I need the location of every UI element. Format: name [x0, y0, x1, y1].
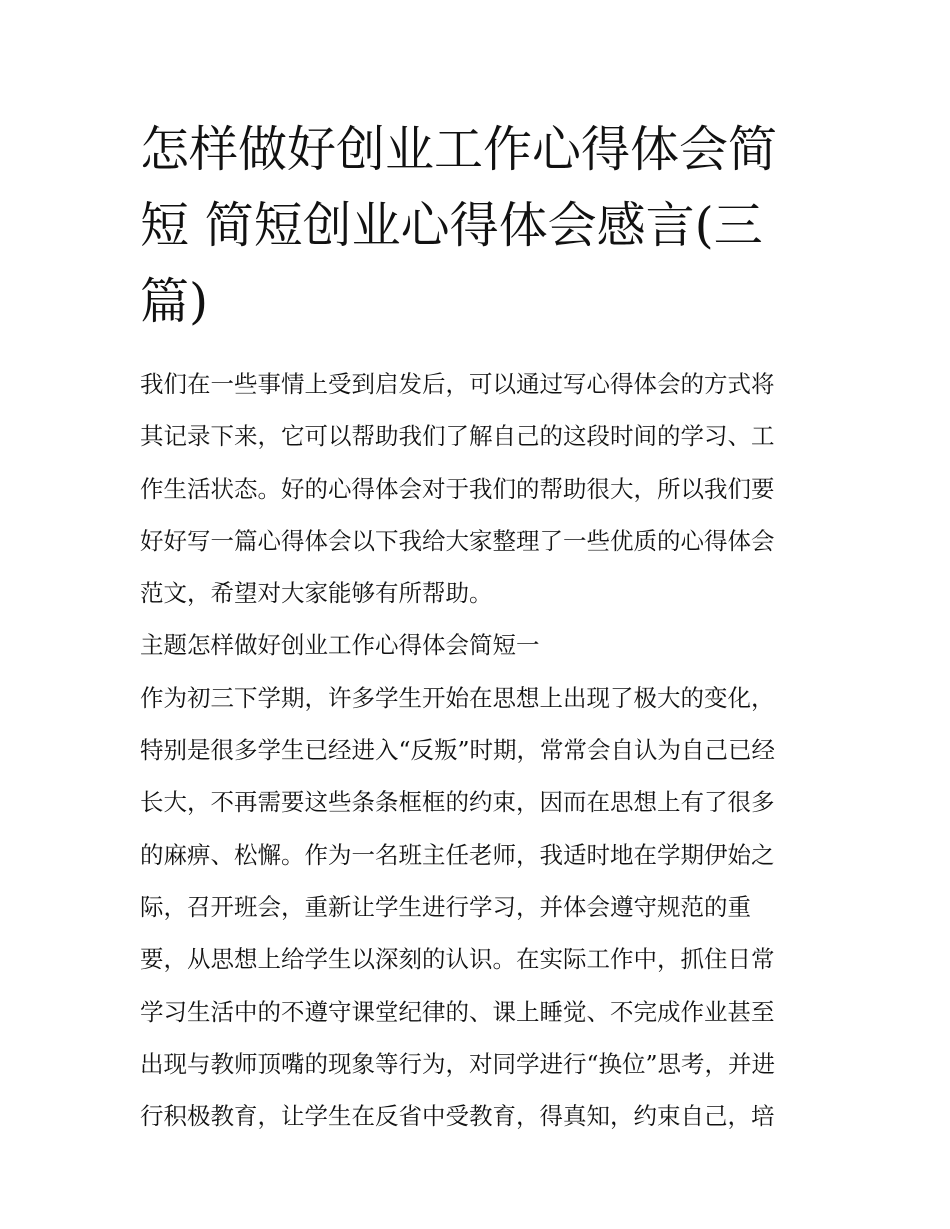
- document-content: [140, 112, 820, 1142]
- paragraph-line: 范文，希望对大家能够有所帮助。: [140, 579, 493, 608]
- paragraph-line: 际，召开班会，重新让学生进行学习，并体会遵守规范的重: [140, 892, 751, 921]
- title-line: 短 简短创业心得体会感言(三: [140, 197, 763, 254]
- paragraph-line: 要，从思想上给学生以深刻的认识。在实际工作中，抓住日常: [140, 945, 775, 974]
- paragraph-line: 好好写一篇心得体会以下我给大家整理了一些优质的心得体会: [140, 526, 775, 555]
- paragraph-line: 学习生活中的不遵守课堂纪律的、课上睡觉、不完成作业甚至: [140, 997, 775, 1026]
- title-line: 篇): [140, 273, 209, 330]
- paragraph-line: 行积极教育，让学生在反省中受教育，得真知，约束自己，培: [140, 1102, 775, 1131]
- paragraph-line: 我们在一些事情上受到启发后，可以通过写心得体会的方式将: [140, 370, 775, 398]
- paragraph-line: 特别是很多学生已经进入“反叛”时期，常常会自认为自己已经: [140, 736, 776, 765]
- title-line: 怎样做好创业工作心得体会简: [140, 121, 778, 178]
- paragraph-line: 作为初三下学期，许多学生开始在思想上出现了极大的变化，: [140, 683, 775, 712]
- paragraph-line: 其记录下来，它可以帮助我们了解自己的这段时间的学习、工: [140, 422, 775, 451]
- paragraph-line: 的麻痹、松懈。作为一名班主任老师，我适时地在学期伊始之: [140, 840, 775, 869]
- paragraph-line: 出现与教师顶嘴的现象等行为，对同学进行“换位”思考，并进: [140, 1049, 776, 1078]
- paragraph-line: 长大，不再需要这些条条框框的约束，因而在思想上有了很多: [140, 788, 775, 817]
- document-body: [140, 358, 820, 1142]
- intro-paragraph: [140, 358, 820, 619]
- document-title: [140, 112, 820, 340]
- section-heading: 主题怎样做好创业工作心得体会简短一: [140, 631, 540, 660]
- section-paragraph: [140, 672, 820, 1143]
- paragraph-line: 作生活状态。好的心得体会对于我们的帮助很大，所以我们要: [140, 474, 775, 503]
